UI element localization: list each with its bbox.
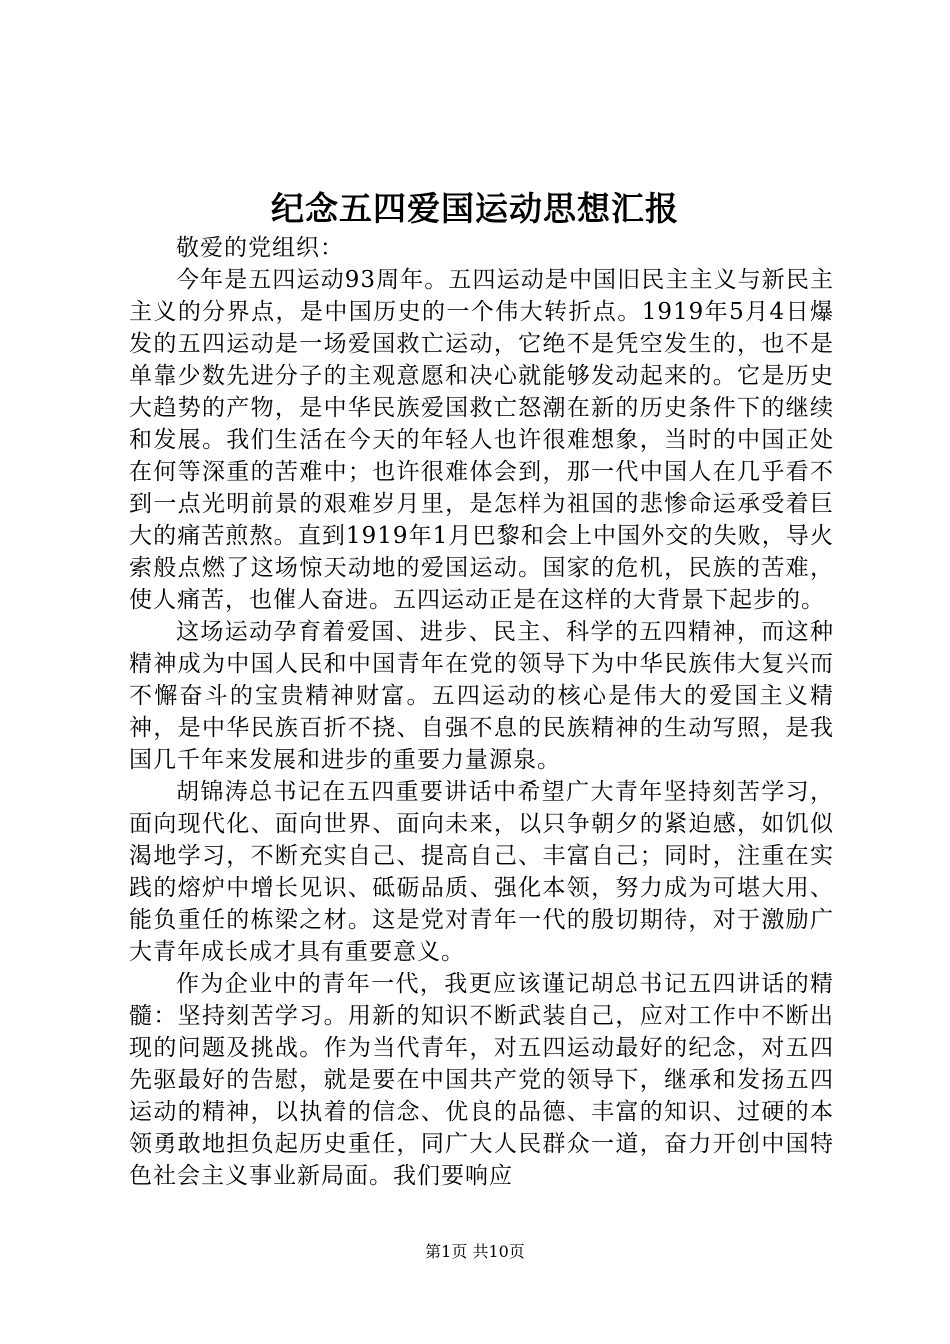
page-footer: 第1页 共10页: [425, 1242, 525, 1261]
paragraph-3: 胡锦涛总书记在五四重要讲话中希望广大青年坚持刻苦学习，面向现代化、面向世界、面向未来，以只争朝夕的紧迫感，如饥似渴地学习，不断充实自己、提高自己、丰富自己；同时，注重在实践的熔炉中增长见识、砥砺品质、强化本领，努力成为可堪大用、能负重任的栋梁之材。这是党对青年一代的殷切期待，对于激励广大青年成长成才具有重要意义。: [129, 779, 834, 965]
document-body: [129, 232, 834, 1192]
paragraph-2: 这场运动孕育着爱国、进步、民主、科学的五四精神，而这种精神成为中国人民和中国青年在党的领导下为中华民族伟大复兴而不懈奋斗的宝贵精神财富。五四运动的核心是伟大的爱国主义精神，是中华民族百折不挠、自强不息的民族精神的生动写照，是我国几千年来发展和进步的重要力量源泉。: [129, 619, 834, 773]
paragraph-1: 今年是五四运动93周年。五四运动是中国旧民主主义与新民主主义的分界点，是中国历史的一个伟大转折点。1919年5月4日爆发的五四运动是一场爱国救亡运动，它绝不是凭空发生的，也不是单靠少数先进分子的主观意愿和决心就能够发动起来的。它是历史大趋势的产物，是中华民族爱国救亡怒潮在新的历史条件下的继续和发展。我们生活在今天的年轻人也许很难想象，当时的中国正处在何等深重的苦难中；也许很难体会到，那一代中国人在几乎看不到一点光明前景的艰难岁月里，是怎样为祖国的悲惨命运承受着巨大的痛苦煎熬。直到1919年1月巴黎和会上中国外交的失败，导火索般点燃了这场惊天动地的爱国运动。国家的危机，民族的苦难，使人痛苦，也催人奋进。五四运动正是在这样的大背景下起步的。: [129, 267, 834, 613]
document-title: 纪念五四爱国运动思想汇报: [271, 189, 679, 228]
paragraph-4: 作为企业中的青年一代，我更应该谨记胡总书记五四讲话的精髓：坚持刻苦学习。用新的知识不断武装自己，应对工作中不断出现的问题及挑战。作为当代青年，对五四运动最好的纪念，对五四先驱最好的告慰，就是要在中国共产党的领导下，继承和发扬五四运动的精神，以执着的信念、优良的品德、丰富的知识、过硬的本领勇敢地担负起历史重任，同广大人民群众一道，奋力开创中国特色社会主义事业新局面。我们要响应: [129, 971, 834, 1189]
salutation: 敬爱的党组织：: [176, 235, 344, 261]
